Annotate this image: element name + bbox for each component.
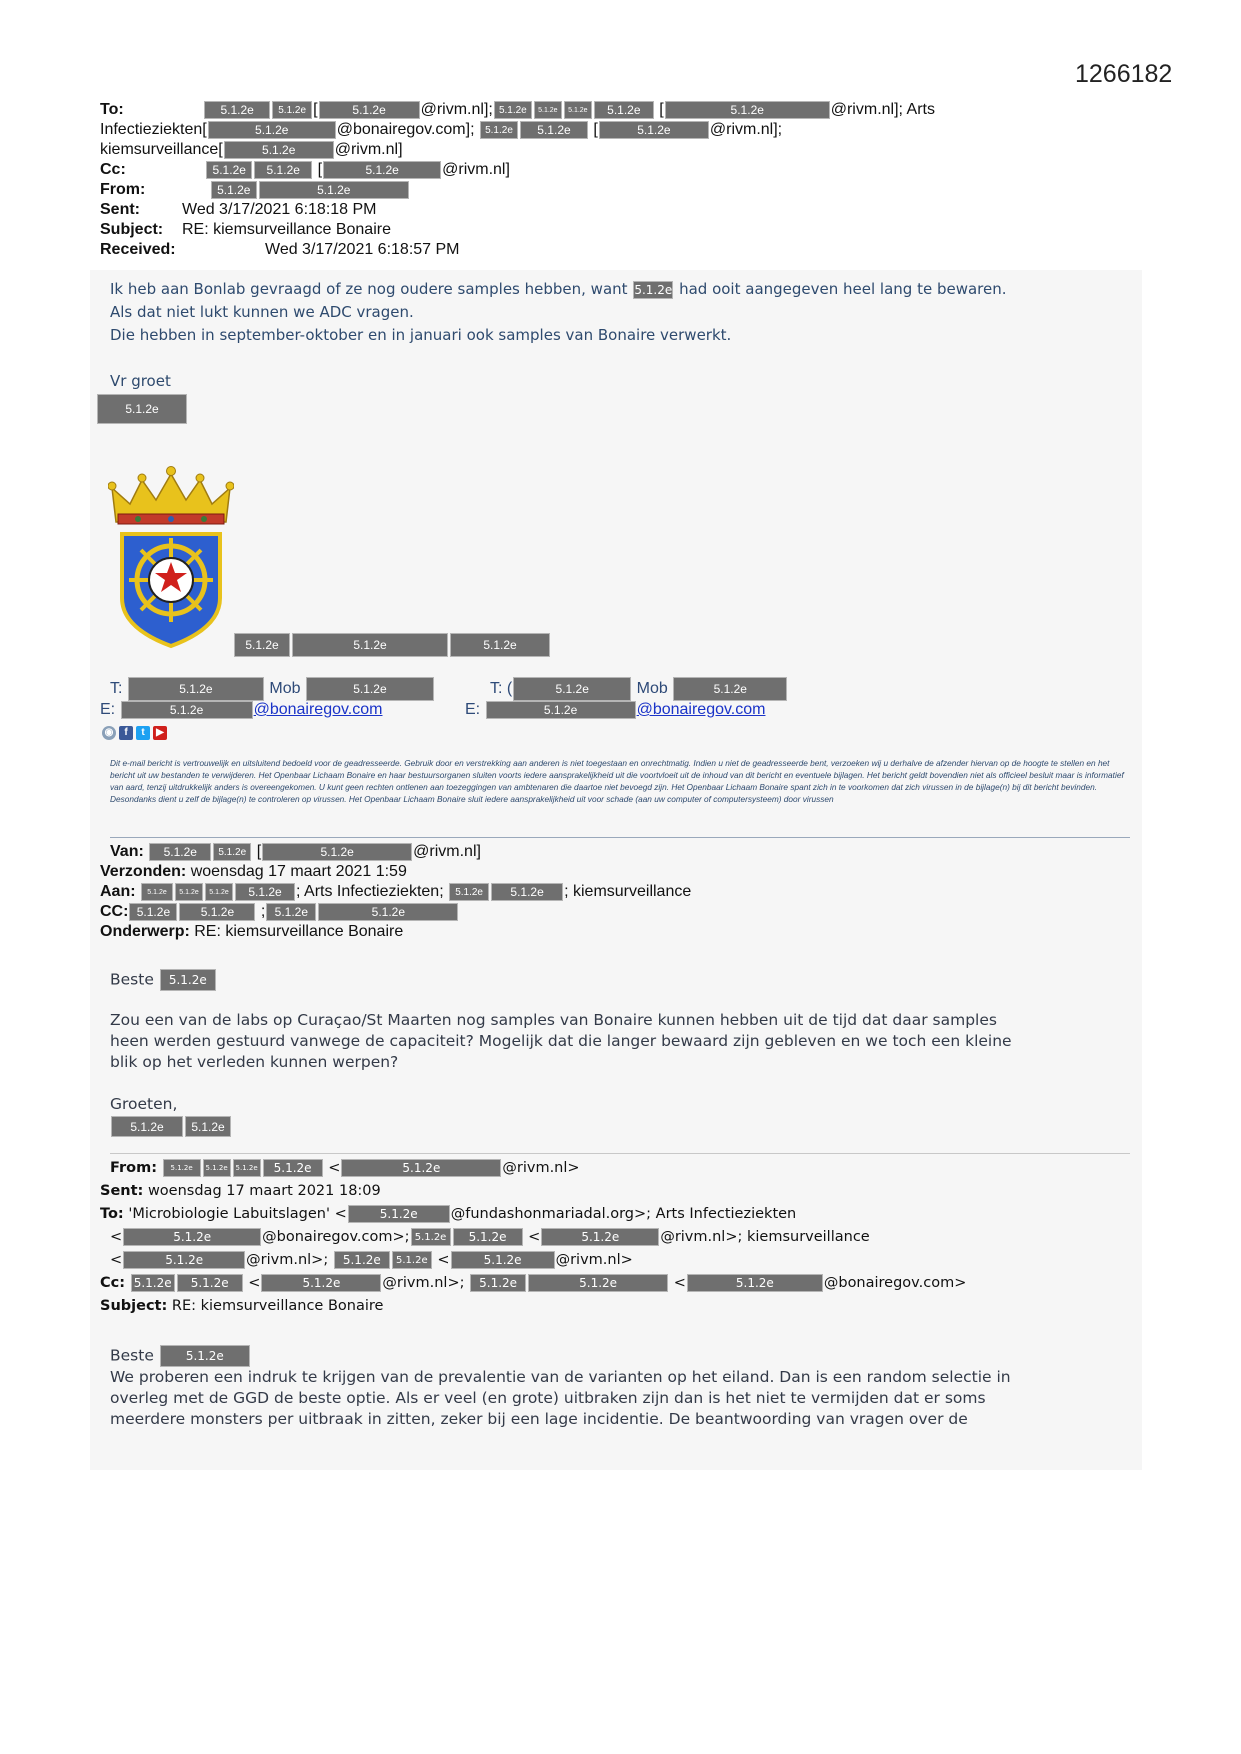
signature-name-title: 5.1.2e 5.1.2e 5.1.2e	[233, 633, 551, 657]
sent3-line: Sent: woensdag 17 maart 2021 18:09	[100, 1183, 381, 1199]
redaction: 5.1.2e	[259, 181, 409, 199]
redaction: 5.1.2e	[480, 121, 518, 139]
reply2-groeten: Groeten,	[110, 1095, 178, 1113]
subject3-line: Subject: RE: kiemsurveillance Bonaire	[100, 1298, 384, 1314]
redaction: 5.1.2e	[208, 121, 336, 139]
from3-line: From: 5.1.2e 5.1.2e 5.1.2e 5.1.2e < 5.1.2e @rivm.nl>	[110, 1160, 580, 1176]
redaction: 5.1.2e	[323, 161, 441, 179]
redaction: 5.1.2e	[272, 101, 312, 119]
address-domain: @rivm.nl];	[420, 101, 493, 118]
reply2-signer: 5.1.2e 5.1.2e	[110, 1116, 232, 1137]
email-link[interactable]: @bonairegov.com	[253, 701, 383, 719]
recipient-name: Infectieziekten[	[100, 121, 207, 138]
signer-name: 5.1.2e	[96, 394, 188, 424]
sent-value: Wed 3/17/2021 6:18:18 PM	[182, 201, 377, 218]
reply1-line1: Ik heb aan Bonlab gevraagd of ze nog oudere samples hebben, want 5.1.2e had ooit aangegeven heel lang te bewaren.	[110, 280, 1007, 298]
redaction: 5.1.2e	[206, 161, 252, 179]
email-line-1: E: 5.1.2e @bonairegov.com	[100, 701, 383, 719]
received-label: Received:	[100, 241, 176, 258]
redaction: 5.1.2e	[665, 101, 830, 119]
from-line	[100, 180, 410, 200]
aan-line: Aan: 5.1.2e 5.1.2e 5.1.2e 5.1.2e ; Arts Infectieziekten; 5.1.2e 5.1.2e ; kiemsurveillance	[100, 883, 692, 900]
to3-line-1: To: 'Microbiologie Labuitslagen' < 5.1.2e @fundashonmariadal.org>; Arts Infectieziekten	[100, 1206, 797, 1222]
from-label: From:	[100, 181, 146, 198]
redaction: 5.1.2e	[534, 101, 562, 119]
address-domain: @rivm.nl];	[830, 101, 903, 118]
reply2-greeting: Beste 5.1.2e	[110, 969, 217, 991]
to3-line-3: < 5.1.2e @rivm.nl>; 5.1.2e 5.1.2e < 5.1.2e @rivm.nl>	[110, 1252, 633, 1268]
redaction: 5.1.2e	[494, 101, 532, 119]
reply1-line2: Als dat niet lukt kunnen we ADC vragen.	[110, 303, 414, 321]
to-line-1: To: 5.1.2e 5.1.2e [ 5.1.2e @rivm.nl]; 5.1.2e 5.1.2e 5.1.2e 5.1.2e [ 5.1.2e @rivm.nl]; Arts	[100, 101, 935, 118]
to-label: To:	[100, 101, 124, 118]
verzonden-line: Verzonden: woensdag 17 maart 2021 1:59	[100, 863, 407, 880]
phone-line-2: T: ( 5.1.2e Mob 5.1.2e	[490, 677, 788, 701]
redaction: 5.1.2e	[594, 101, 654, 119]
address-domain: @rivm.nl];	[709, 121, 783, 138]
redaction: 5.1.2e	[564, 101, 592, 119]
phone-line-1: T: 5.1.2e Mob 5.1.2e	[110, 677, 435, 701]
address-domain: @rivm.nl]	[334, 141, 403, 158]
to-line-3	[100, 140, 403, 160]
address-domain: @rivm.nl]	[442, 161, 510, 178]
email-link[interactable]: @bonairegov.com	[636, 701, 766, 719]
reply2-line1: Zou een van de labs op Curaçao/St Maarten nog samples van Bonaire kunnen hebben uit de tijd dat daar samples	[110, 1011, 997, 1029]
disclaimer: Dit e-mail bericht is vertrouwelijk en uitsluitend bedoeld voor de geadresseerde. Gebruik door en verstrekking aan anderen is niet toegestaan en onrechtmatig. Indien u niet de geadresseerde bent, verzoeken wij u derhalve de afzender hiervan op de hoogte te stellen en het bericht uit uw bestanden te verwijderen. Het Openbaar Lichaam Bonaire en haar bestuursorganen sluiten voorts iedere aansprakelijkheid uit die voortvloeit uit de inhoud van dit bericht en eventuele bijlagen. Het bericht geldt bovendien niet als officieel besluit maar is informatief van aard, tenzij uitdrukkelijk anders is overeengekomen. U kunt geen rechten ontlenen aan toezeggingen van ambtenaren die daartoe niet bevoegd zijn. Het Openbaar Lichaam Bonaire spant zich in te voorkomen dat zich virussen in de bijlage(n) bij dit bericht bevinden. Desondanks dient u zelf de bijlage(n) te controleren op virussen. Het Openbaar Lichaam Bonaire sluit iedere aansprakelijkheid uit voor schade (aan uw computer of computersysteem) door virussen	[110, 758, 1124, 804]
redaction: 5.1.2e	[254, 161, 312, 179]
subject-value: RE: kiemsurveillance Bonaire	[182, 221, 391, 238]
redaction: 5.1.2e	[599, 121, 709, 139]
cc-line: Cc: 5.1.2e 5.1.2e [ 5.1.2e @rivm.nl]	[100, 161, 510, 178]
greeting: Vr groet	[110, 372, 171, 390]
to-line-2: Infectieziekten[ 5.1.2e @bonairegov.com]; 5.1.2e 5.1.2e [ 5.1.2e @rivm.nl];	[100, 121, 783, 138]
reply2-line3: blik op het verleden kunnen werpen?	[110, 1053, 399, 1071]
redaction: 5.1.2e	[211, 181, 257, 199]
recipient-name: kiemsurveillance[	[100, 141, 223, 158]
divider	[110, 837, 1130, 838]
bonaire-coat-of-arms-logo	[108, 460, 234, 650]
social-icons	[102, 722, 170, 740]
recipient-name: Arts	[906, 101, 935, 118]
cc2-line: CC: 5.1.2e 5.1.2e ; 5.1.2e 5.1.2e	[100, 902, 459, 922]
reply3-greeting: Beste 5.1.2e	[110, 1345, 251, 1367]
twitter-icon[interactable]: t	[136, 726, 150, 740]
sent-label: Sent:	[100, 201, 140, 218]
reply2-line2: heen werden gestuurd vanwege de capaciteit? Mogelijk dat die langer bewaard zijn gebleven en we toch een kleine	[110, 1032, 1012, 1050]
van-line: Van: 5.1.2e 5.1.2e [ 5.1.2e @rivm.nl]	[110, 843, 481, 860]
cc-label: Cc:	[100, 161, 126, 178]
redaction: 5.1.2e	[319, 101, 420, 119]
onderwerp-line: Onderwerp: RE: kiemsurveillance Bonaire	[100, 923, 404, 940]
to3-line-2: < 5.1.2e @bonairegov.com>; 5.1.2e 5.1.2e < 5.1.2e @rivm.nl>; kiemsurveillance	[110, 1229, 870, 1245]
received-value: Wed 3/17/2021 6:18:57 PM	[265, 241, 460, 258]
reply3-line1: We proberen een indruk te krijgen van de prevalentie van de varianten op het eiland. Dan is een random selectie in	[110, 1368, 1011, 1386]
facebook-icon[interactable]: f	[119, 726, 133, 740]
youtube-icon[interactable]: ▶	[153, 726, 167, 740]
redaction: 5.1.2e	[224, 141, 334, 159]
reply1-line3: Die hebben in september-oktober en in januari ook samples van Bonaire verwerkt.	[110, 326, 732, 344]
divider	[110, 1153, 1130, 1154]
redaction: 5.1.2e	[204, 101, 270, 119]
email-line-2: E: 5.1.2e @bonairegov.com	[465, 701, 766, 719]
document-number: 1266182	[1075, 60, 1173, 88]
subject-label: Subject:	[100, 221, 164, 238]
reply3-line3: meerdere monsters per uitbraak in zitten, zeker bij een lage incidentie. De beantwoording van vragen over de	[110, 1410, 968, 1428]
reply3-line2: overleg met de GGD de beste optie. Als er veel (en grote) uitbraken zijn dan is het niet te vermijden dat er soms	[110, 1389, 986, 1407]
address-domain: @bonairegov.com];	[336, 121, 475, 138]
globe-icon[interactable]: ◉	[102, 726, 116, 740]
redaction: 5.1.2e	[634, 282, 673, 297]
sent-line	[100, 200, 140, 220]
redaction: 5.1.2e	[520, 121, 588, 139]
cc3-line: Cc: 5.1.2e 5.1.2e < 5.1.2e @rivm.nl>; 5.1.2e 5.1.2e < 5.1.2e @bonairegov.com>	[100, 1275, 967, 1291]
